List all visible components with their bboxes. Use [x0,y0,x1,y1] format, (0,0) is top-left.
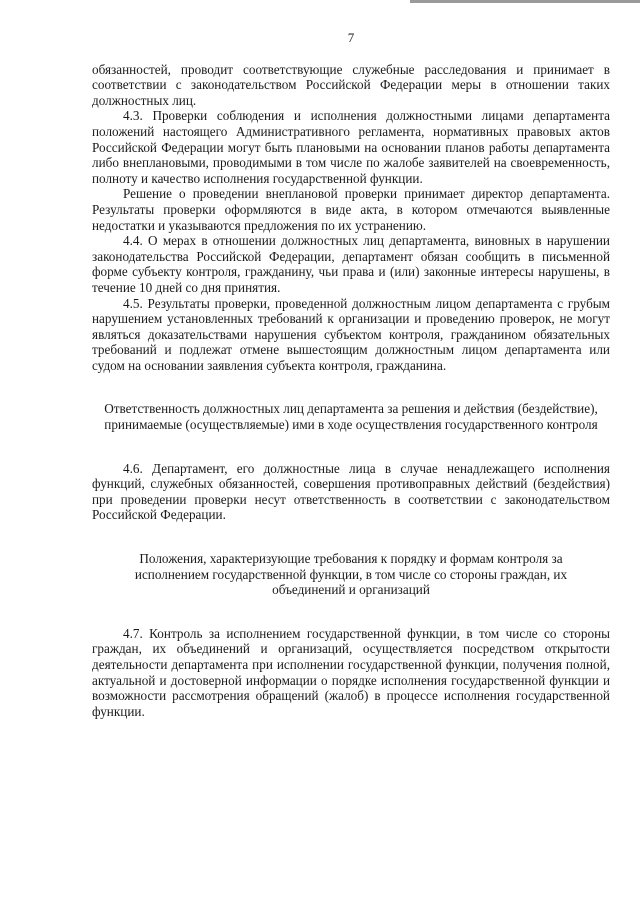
paragraph-4-3: 4.3. Проверки соблюдения и исполнения должностными лицами департамента положений настоящего Административного регламента, нормативных правовых актов Российской Федерации могут быть плановыми на основании планов работы департамента либо внеплановыми, проводимыми в том числе по жалобе заявителей на своевременность, полноту и качество исполнения государственной функции. [92,108,610,186]
paragraph-continuation: обязанностей, проводит соответствующие служебные расследования и принимает в соответствии с законодательством Российской Федерации меры в отношении таких должностных лиц. [92,61,610,108]
paragraph-4-6: 4.6. Департамент, его должностные лица в случае ненадлежащего исполнения функций, служебных обязанностей, совершения противоправных действий (бездействия) при проведении проверки несут ответственность в соответствии с законодательством Российской Федерации. [92,460,610,523]
paragraph-4-7: 4.7. Контроль за исполнением государственной функции, в том числе со стороны граждан, их объединений и организаций, осуществляется посредством открытости деятельности департамента при исполнении государственной функции, получения полной, актуальной и достоверной информации о порядке исполнения государственной функции и возможности рассмотрения обращений (жалоб) в процессе исполнения государственной функции. [92,625,610,719]
section-heading-control-requirements: Положения, характеризующие требования к порядку и формам контроля за исполнением государственной функции, в том числе со стороны граждан, их объединений и организаций [134,551,568,598]
paragraph-4-4: 4.4. О мерах в отношении должностных лиц департамента, виновных в нарушении законодательства Российской Федерации, департамент обязан сообщить в письменной форме субъекту контроля, гражданину, чьи права и (или) законные интересы нарушены, в течение 10 дней со дня принятия. [92,233,610,295]
paragraph-4-5: 4.5. Результаты проверки, проведенной должностным лицом департамента с грубым нарушением установленных требований к организации и проведению проверок, не могут являться доказательствами нарушения субъектом контроля, гражданином обязательных требований и подлежат отмене вышестоящим должностным лицом департамента или судом на основании заявления субъекта контроля, гражданина. [92,295,610,373]
page-number: 7 [347,30,355,45]
section-heading-responsibility: Ответственность должностных лиц департамента за решения и действия (бездействие), принимаемые (осуществляемые) ими в ходе осуществления государственного контроля [104,401,598,433]
scan-edge-mark [410,0,640,3]
document-page [92,30,610,719]
paragraph-unplanned-inspection: Решение о проведении внеплановой проверки принимает директор департамента. Результаты проверки оформляются в виде акта, в котором отмечаются выявленные недостатки и указываются предложения по их устранению. [92,186,610,233]
